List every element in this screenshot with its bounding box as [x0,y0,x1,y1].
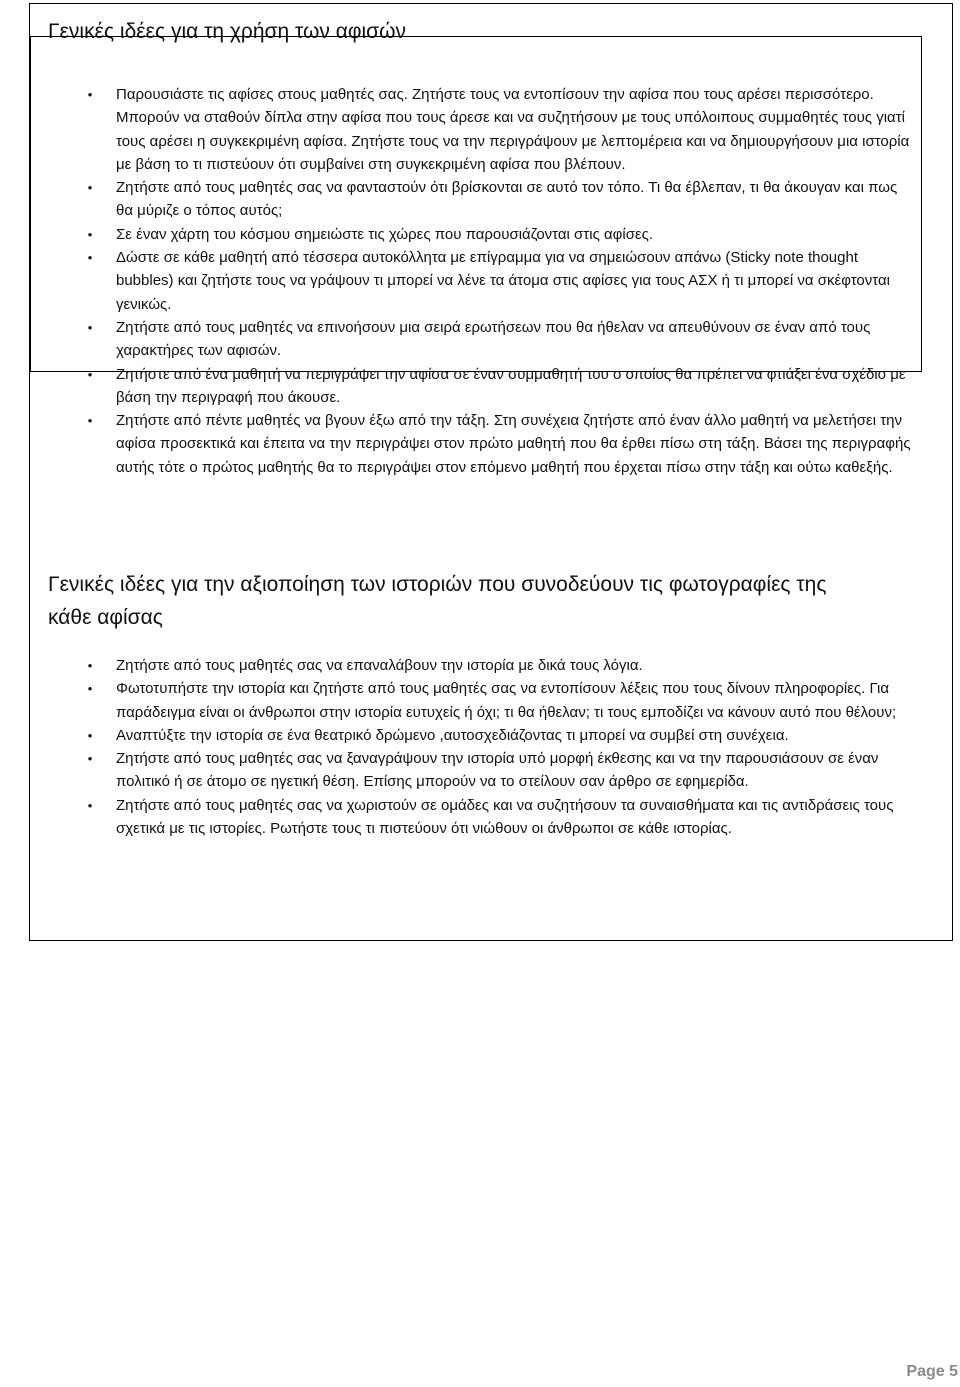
list-item-text: Φωτοτυπήστε την ιστορία και ζητήστε από τους μαθητές σας να εντοπίσουν λέξεις που τους δίνουν πληροφορίες. Για παράδειγμα είναι οι άνθρωποι στην ιστορία ευτυχείς ή όχι; τι θα ήθελαν; τι τους εμποδίζει να κάνουν αυτό που θέλουν; [116,680,897,721]
list-item-text: Δώστε σε κάθε μαθητή από τέσσερα αυτοκόλλητα με επίγραμμα για να σημειώσουν απάνω (Sticky note thought bubbles) και ζητήστε τους να γράψουν τι μπορεί να λένε τα άτομα στις αφίσες για τους ΑΣΧ ή τι μπορεί να σκέφτονται γενικώς. [116,249,890,313]
bullet-icon: • [87,751,93,767]
bullet-icon: • [87,658,93,673]
list-item-text: Ζητήστε από τους μαθητές να επινοήσουν μια σειρά ερωτήσεων που θα ήθελαν να απευθύνουν σε έναν από τους χαρακτήρες των αφισών. [116,318,871,360]
list-item [87,409,912,479]
list-item [87,677,912,724]
list-item [87,223,912,246]
list-item-text: Ζητήστε από τους μαθητές σας να φανταστούν ότι βρίσκονται σε αυτό τον τόπο. Τι θα έβλεπαν, τι θα άκουγαν και πως θα μύριζε ο τόπος αυτός; [116,179,898,220]
page-number: Page 5 [906,1363,958,1380]
bullet-icon: • [87,366,93,382]
bullet-icon: • [87,180,93,196]
section-heading-poster-ideas: Γενικές ιδέες για τη χρήση των αφισών [48,20,407,43]
story-ideas-list [87,654,912,840]
bullet-icon: • [87,319,93,335]
bullet-icon: • [87,413,93,429]
list-item [87,654,912,677]
list-item [87,794,912,841]
bullet-icon: • [87,87,93,102]
bullet-icon: • [87,797,93,813]
list-item-text: Ζητήστε από πέντε μαθητές να βγουν έξω από την τάξη. Στη συνέχεια ζητήστε από έναν άλλο μαθητή να μελετήσει την αφίσα προσεκτικά και έπειτα να την περιγράψει στον πρώτο μαθητή που θα έρθει πίσω στη τάξη. Βάσει της περιγραφής αυτής τότε ο πρώτος μαθητής θα το περιγράψει στον επόμενο μαθητή που έρχεται πίσω στην τάξη και ούτω καθεξής. [116,412,911,476]
bullet-icon: • [87,727,93,743]
bullet-icon: • [87,226,93,242]
list-item-text: Αναπτύξτε την ιστορία σε ένα θεατρικό δρώμενο ,αυτοσχεδιάζοντας τι μπορεί να συμβεί στη συνέχεια. [116,726,789,744]
list-item [87,724,912,747]
bullet-icon: • [87,250,93,266]
section-heading-story-ideas: Γενικές ιδέες για την αξιοποίηση των ιστοριών που συνοδεύουν τις φωτογραφίες της κάθε αφίσας [48,573,827,629]
list-item-text: Παρουσιάστε τις αφίσες στους μαθητές σας. Ζητήστε τους να εντοπίσουν την αφίσα που τους αρέσει περισσότερο. Μπορούν να σταθούν δίπλα στην αφίσα που τους άρεσε και να συζητήσουν με τους υπόλοιπους συμμαθητές τους γιατί τους αρέσει η συγκεκριμένη αφίσα. Ζητήστε τους να την περιγράψουν με λεπτομέρεια και να δημιουργήσουν μια ιστορία με βάση το τι πιστεύουν ότι συμβαίνει στη συγκεκριμένη αφίσα που βλέπουν. [116,86,910,173]
list-item [87,176,912,223]
list-item-text: Ζητήστε από τους μαθητές σας να ξαναγράψουν την ιστορία υπό μορφή έκθεσης και να την παρουσιάσουν σε έναν πολιτικό ή σε άτομο σε ηγετική θέση. Επίσης μπορούν να το στείλουν σαν άρθρο σε εφημερίδα. [116,750,879,791]
list-item-text: Ζητήστε από τους μαθητές σας να επαναλάβουν την ιστορία με δικά τους λόγια. [116,657,643,674]
poster-ideas-list [87,83,912,479]
list-item [87,316,912,363]
list-item-text: Ζητήστε από ένα μαθητή να περιγράψει την αφίσα σε έναν συμμαθητή του ο οποίος θα πρέπει να φτιάξει ένα σχέδιο με βάση την περιγραφή που άκουσε. [116,365,906,406]
list-item-text: Ζητήστε από τους μαθητές σας να χωριστούν σε ομάδες και να συζητήσουν τα συναισθήματα και τις αντιδράσεις τους σχετικά με τις ιστορίες. Ρωτήστε τους τι πιστεύουν ότι νιώθουν οι άνθρωποι σε κάθε ιστορίας. [116,796,894,838]
list-item [87,363,912,410]
list-item-text: Σε έναν χάρτη του κόσμου σημειώστε τις χώρες που παρουσιάζονται στις αφίσες. [116,225,654,243]
list-item [87,83,912,176]
list-item [87,246,912,316]
list-item [87,747,912,794]
bullet-icon: • [87,681,93,697]
